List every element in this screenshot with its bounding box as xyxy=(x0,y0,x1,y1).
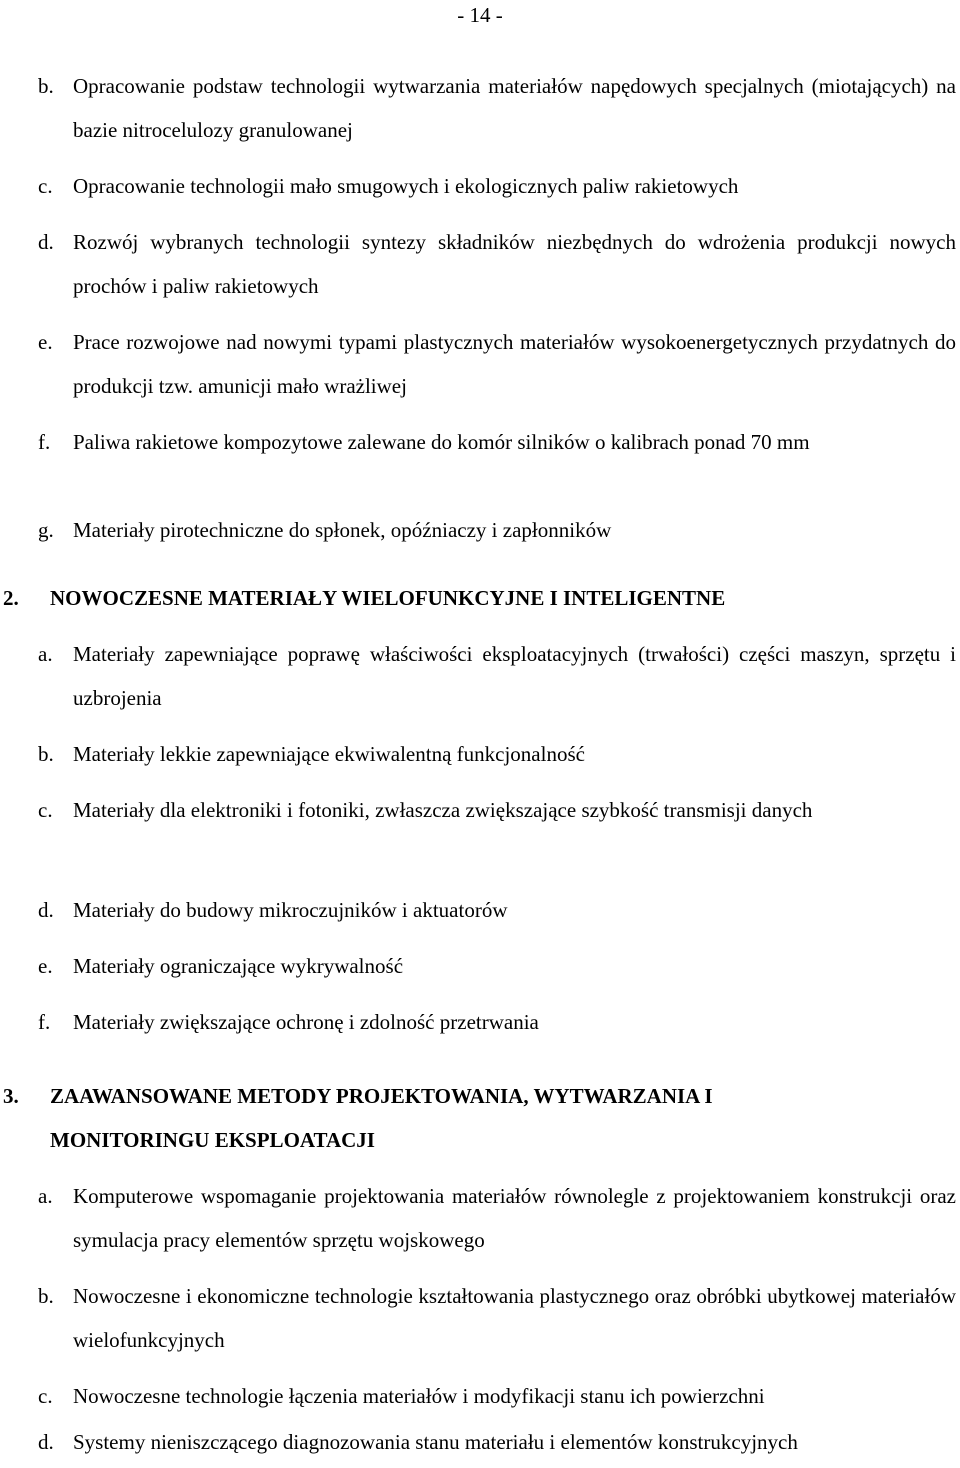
list-item-letter: b. xyxy=(38,742,54,766)
list-item-letter: b. xyxy=(38,74,54,98)
list-item-text: Materiały do budowy mikroczujników i aktuatorów xyxy=(73,898,508,922)
list-item-letter: f. xyxy=(38,1010,51,1034)
list-item xyxy=(38,1174,956,1262)
section-number: 2. xyxy=(3,586,19,610)
list-item-letter: a. xyxy=(38,642,53,666)
list-item-text: Opracowanie podstaw technologii wytwarzania materiałów napędowych specjalnych (miotających) na bazie nitrocelulozy granulowanej xyxy=(73,74,956,142)
list-item-text: Rozwój wybranych technologii syntezy składników niezbędnych do wdrożenia produkcji nowych prochów i paliw rakietowych xyxy=(73,230,956,298)
list-item-text: Nowoczesne technologie łączenia materiałów i modyfikacji stanu ich powierzchni xyxy=(73,1384,765,1408)
section-title: NOWOCZESNE MATERIAŁY WIELOFUNKCYJNE I INTELIGENTNE xyxy=(50,586,726,610)
list-item-letter: f. xyxy=(38,430,51,454)
list-item xyxy=(38,1374,956,1418)
list-item-text: Opracowanie technologii mało smugowych i ekologicznych paliw rakietowych xyxy=(73,174,739,198)
list-item-letter: e. xyxy=(38,954,53,978)
list-item xyxy=(38,220,956,308)
list-item xyxy=(38,1000,956,1044)
list-item xyxy=(38,64,956,152)
list-item xyxy=(38,888,956,932)
list-item-text: Komputerowe wspomaganie projektowania materiałów równolegle z projektowaniem konstrukcji oraz symulacja pracy elementów sprzętu wojskowego xyxy=(73,1184,956,1252)
list-item-text: Materiały zapewniające poprawę właściwości eksploatacyjnych (trwałości) części maszyn, sprzętu i uzbrojenia xyxy=(73,642,956,710)
list-item-letter: e. xyxy=(38,330,53,354)
list-item xyxy=(38,632,956,720)
section-number: 3. xyxy=(3,1084,19,1108)
list-item xyxy=(38,320,956,408)
list-item-letter: c. xyxy=(38,174,53,198)
list-item xyxy=(38,420,956,464)
list-item-text: Paliwa rakietowe kompozytowe zalewane do komór silników o kalibrach ponad 70 mm xyxy=(73,430,810,454)
list-item-text: Prace rozwojowe nad nowymi typami plastycznych materiałów wysokoenergetycznych przydatnych do produkcji tzw. amunicji mało wrażliwej xyxy=(73,330,956,398)
list-item xyxy=(38,164,956,208)
list-item-text: Materiały zwiększające ochronę i zdolność przetrwania xyxy=(73,1010,539,1034)
list-item-text: Systemy nieniszczącego diagnozowania stanu materiału i elementów konstrukcyjnych xyxy=(73,1430,798,1454)
list-item-text: Nowoczesne i ekonomiczne technologie kształtowania plastycznego oraz obróbki ubytkowej materiałów wielofunkcyjnych xyxy=(73,1284,956,1352)
section-title: ZAAWANSOWANE METODY PROJEKTOWANIA, WYTWARZANIA I MONITORINGU EKSPLOATACJI xyxy=(50,1084,713,1152)
list-item-text: Materiały lekkie zapewniające ekwiwalentną funkcjonalność xyxy=(73,742,585,766)
list-item-text: Materiały ograniczające wykrywalność xyxy=(73,954,404,978)
section-heading xyxy=(0,1074,956,1162)
list-item-letter: c. xyxy=(38,798,53,822)
page-number: - 14 - xyxy=(457,3,503,27)
list-item-letter: c. xyxy=(38,1384,53,1408)
list-item-letter: b. xyxy=(38,1284,54,1308)
list-item xyxy=(38,1274,956,1362)
list-item-letter: d. xyxy=(38,898,54,922)
section-heading xyxy=(0,576,956,620)
list-item xyxy=(38,732,956,776)
list-item-letter: d. xyxy=(38,1430,54,1454)
list-item xyxy=(38,788,956,832)
list-item-text: Materiały dla elektroniki i fotoniki, zwłaszcza zwiększające szybkość transmisji danych xyxy=(73,798,813,822)
list-item xyxy=(38,1420,956,1464)
list-item xyxy=(38,508,956,552)
list-item-letter: a. xyxy=(38,1184,53,1208)
list-item-letter: g. xyxy=(38,518,54,542)
list-item-text: Materiały pirotechniczne do spłonek, opóźniaczy i zapłonników xyxy=(73,518,612,542)
list-item-letter: d. xyxy=(38,230,54,254)
list-item xyxy=(38,944,956,988)
